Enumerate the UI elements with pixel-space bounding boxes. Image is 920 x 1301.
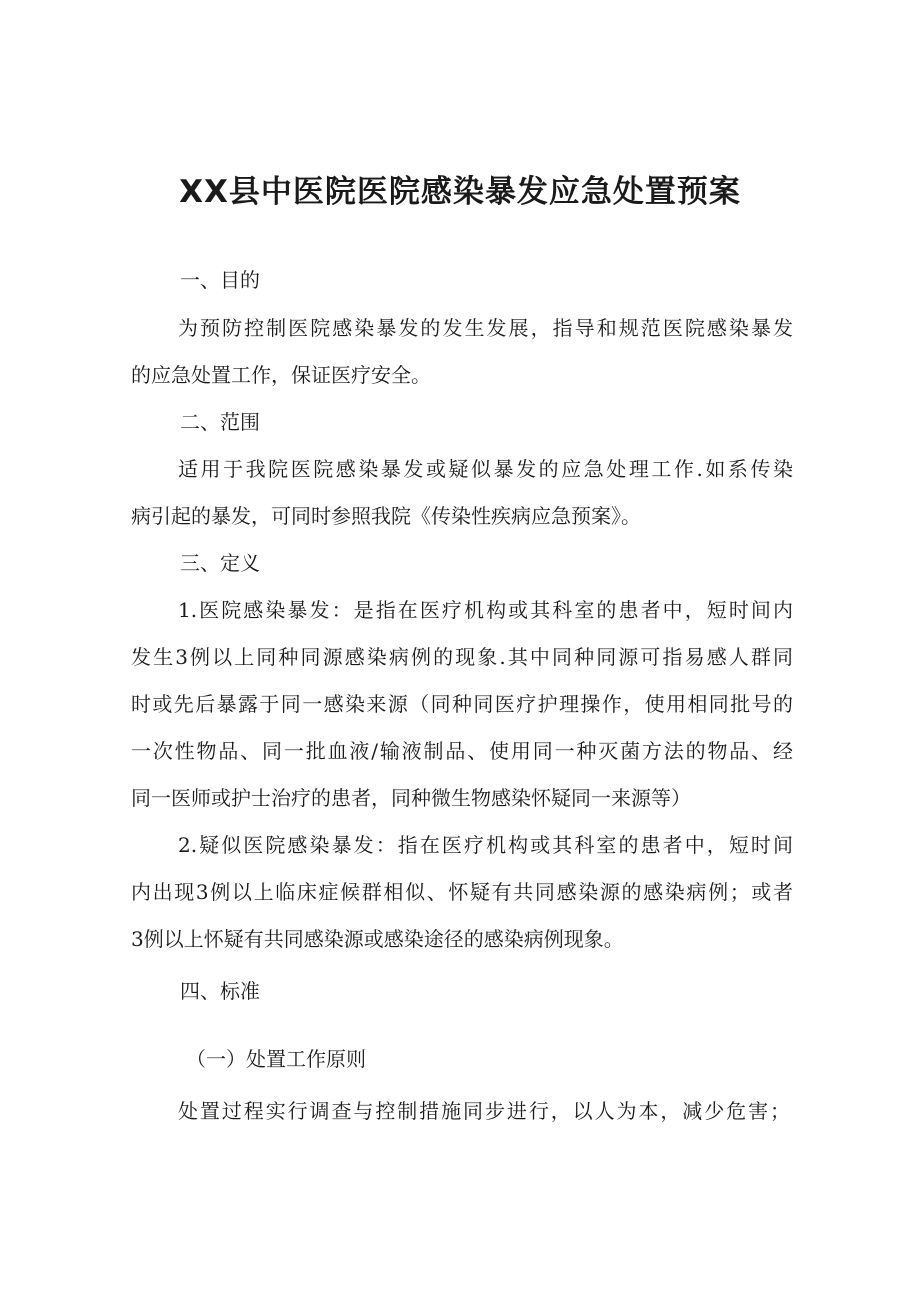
subsection-heading-principles: （一）处置工作原则: [186, 1047, 366, 1071]
section-heading-purpose: 一、目的: [180, 268, 260, 292]
paragraph-line: 内出现3例以上临床症候群相似、怀疑有共同感染源的感染病例；或者: [131, 880, 793, 904]
paragraph-line: 1.医院感染暴发：是指在医疗机构或其科室的患者中，短时间内: [178, 598, 793, 622]
section-heading-standard: 四、标准: [180, 979, 260, 1003]
document-title: XX县中医院医院感染暴发应急处置预案: [179, 174, 741, 210]
paragraph-line: 发生3例以上同种同源感染病例的现象.其中同种同源可指易感人群同: [131, 645, 793, 669]
paragraph-line: 同一医师或护士治疗的患者，同种微生物感染怀疑同一来源等）: [131, 786, 691, 810]
paragraph-line: 3例以上怀疑有共同感染源或感染途径的感染病例现象。: [131, 927, 624, 951]
paragraph-line: 适用于我院医院感染暴发或疑似暴发的应急处理工作.如系传染: [178, 457, 793, 481]
paragraph-line: 病引起的暴发，可同时参照我院《传染性疾病应急预案》。: [131, 504, 641, 528]
section-heading-definition: 三、定义: [180, 551, 260, 575]
paragraph-line: 2.疑似医院感染暴发：指在医疗机构或其科室的患者中，短时间: [178, 833, 793, 857]
section-heading-scope: 二、范围: [180, 410, 260, 434]
paragraph-line: 一次性物品、同一批血液/输液制品、使用同一种灭菌方法的物品、经: [131, 739, 793, 763]
paragraph-line: 为预防控制医院感染暴发的发生发展，指导和规范医院感染暴发: [178, 316, 793, 340]
paragraph-line: 时或先后暴露于同一感染来源（同种同医疗护理操作，使用相同批号的: [131, 692, 793, 716]
paragraph-line: 的应急处置工作，保证医疗安全。: [131, 363, 431, 387]
paragraph-line: 处置过程实行调查与控制措施同步进行，以人为本，减少危害；: [178, 1099, 790, 1123]
